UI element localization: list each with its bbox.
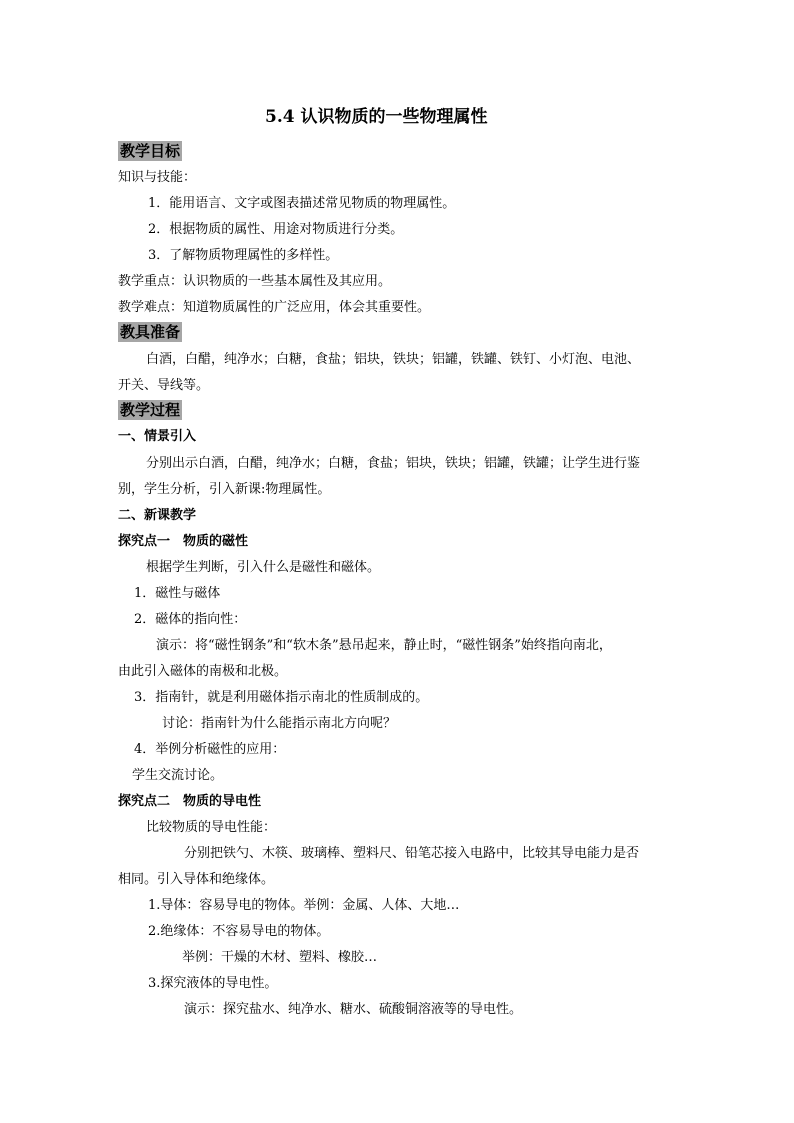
document-title: 5.4 认识物质的一些物理属性 bbox=[265, 107, 488, 127]
explore1-intro: 根据学生判断，引入什么是磁性和磁体。 bbox=[146, 560, 381, 575]
difficulty-line: 教学难点：知道物质属性的广泛应用，体会其重要性。 bbox=[118, 300, 431, 315]
magnet-discussion: 讨论：指南针为什么能指示南北方向呢？ bbox=[162, 716, 397, 731]
section-header-teaching-goals: 教学目标 bbox=[120, 142, 181, 160]
insulator-example: 举例：干燥的木材、塑料、橡胶… bbox=[182, 950, 378, 965]
goal-item-3: 3．了解物质物理属性的多样性。 bbox=[148, 248, 339, 263]
explore1-title: 探究点一 物质的磁性 bbox=[118, 534, 249, 549]
magnet-item-1: 1．磁性与磁体 bbox=[134, 586, 221, 601]
part1-line-2: 别，学生分析，引入新课:物理属性。 bbox=[118, 482, 331, 497]
part2-title: 二、新课教学 bbox=[118, 508, 197, 523]
goal-item-2: 2．根据物质的属性、用途对物质进行分类。 bbox=[148, 222, 404, 237]
conductor-item: 1.导体：容易导电的物体。举例：金属、人体、大地… bbox=[148, 898, 460, 913]
key-point-line: 教学重点：认识物质的一些基本属性及其应用。 bbox=[118, 274, 392, 289]
part1-title: 一、情景引入 bbox=[118, 429, 197, 444]
magnet-item-3: 3．指南针，就是利用磁体指示南北的性质制成的。 bbox=[134, 690, 429, 705]
conductivity-line-2: 相同。引入导体和绝缘体。 bbox=[118, 872, 275, 887]
liquid-conductivity-item: 3.探究液体的导电性。 bbox=[148, 976, 278, 991]
explore2-intro: 比较物质的导电性能： bbox=[146, 820, 277, 835]
conductivity-line-1: 分别把铁勺、木筷、玻璃棒、塑料尺、铅笔芯接入电路中，比较其导电能力是否 bbox=[184, 846, 640, 861]
explore2-title: 探究点二 物质的导电性 bbox=[118, 794, 262, 809]
insulator-item: 2.绝缘体：不容易导电的物体。 bbox=[148, 924, 330, 939]
part1-line-1: 分别出示白酒，白醋，纯净水；白糖，食盐；铝块，铁块；铝罐，铁罐；让学生进行鉴 bbox=[146, 456, 641, 471]
magnet-item-2: 2．磁体的指向性： bbox=[134, 612, 247, 627]
aids-line-1: 白酒，白醋，纯净水；白糖，食盐；铝块，铁块；铝罐，铁罐、铁钉、小灯泡、电池、 bbox=[146, 352, 641, 367]
aids-line-2: 开关、导线等。 bbox=[118, 378, 210, 393]
liquid-conductivity-demo: 演示：探究盐水、纯净水、糖水、硫酸铜溶液等的导电性。 bbox=[184, 1002, 523, 1017]
goal-item-1: 1．能用语言、文字或图表描述常见物质的物理属性。 bbox=[148, 196, 456, 211]
magnet-item-4-sub: 学生交流讨论。 bbox=[132, 768, 224, 783]
magnet-demo-line-1: 演示：将“磁性钢条”和“软木条”悬吊起来，静止时，“磁性钢条”始终指向南北， bbox=[156, 638, 612, 653]
magnet-item-4: 4．举例分析磁性的应用： bbox=[134, 742, 286, 757]
magnet-demo-line-2: 由此引入磁体的南极和北极。 bbox=[118, 664, 288, 679]
knowledge-skills-label: 知识与技能： bbox=[118, 170, 197, 185]
section-header-teaching-process: 教学过程 bbox=[120, 401, 181, 419]
section-header-teaching-aids: 教具准备 bbox=[120, 323, 181, 341]
